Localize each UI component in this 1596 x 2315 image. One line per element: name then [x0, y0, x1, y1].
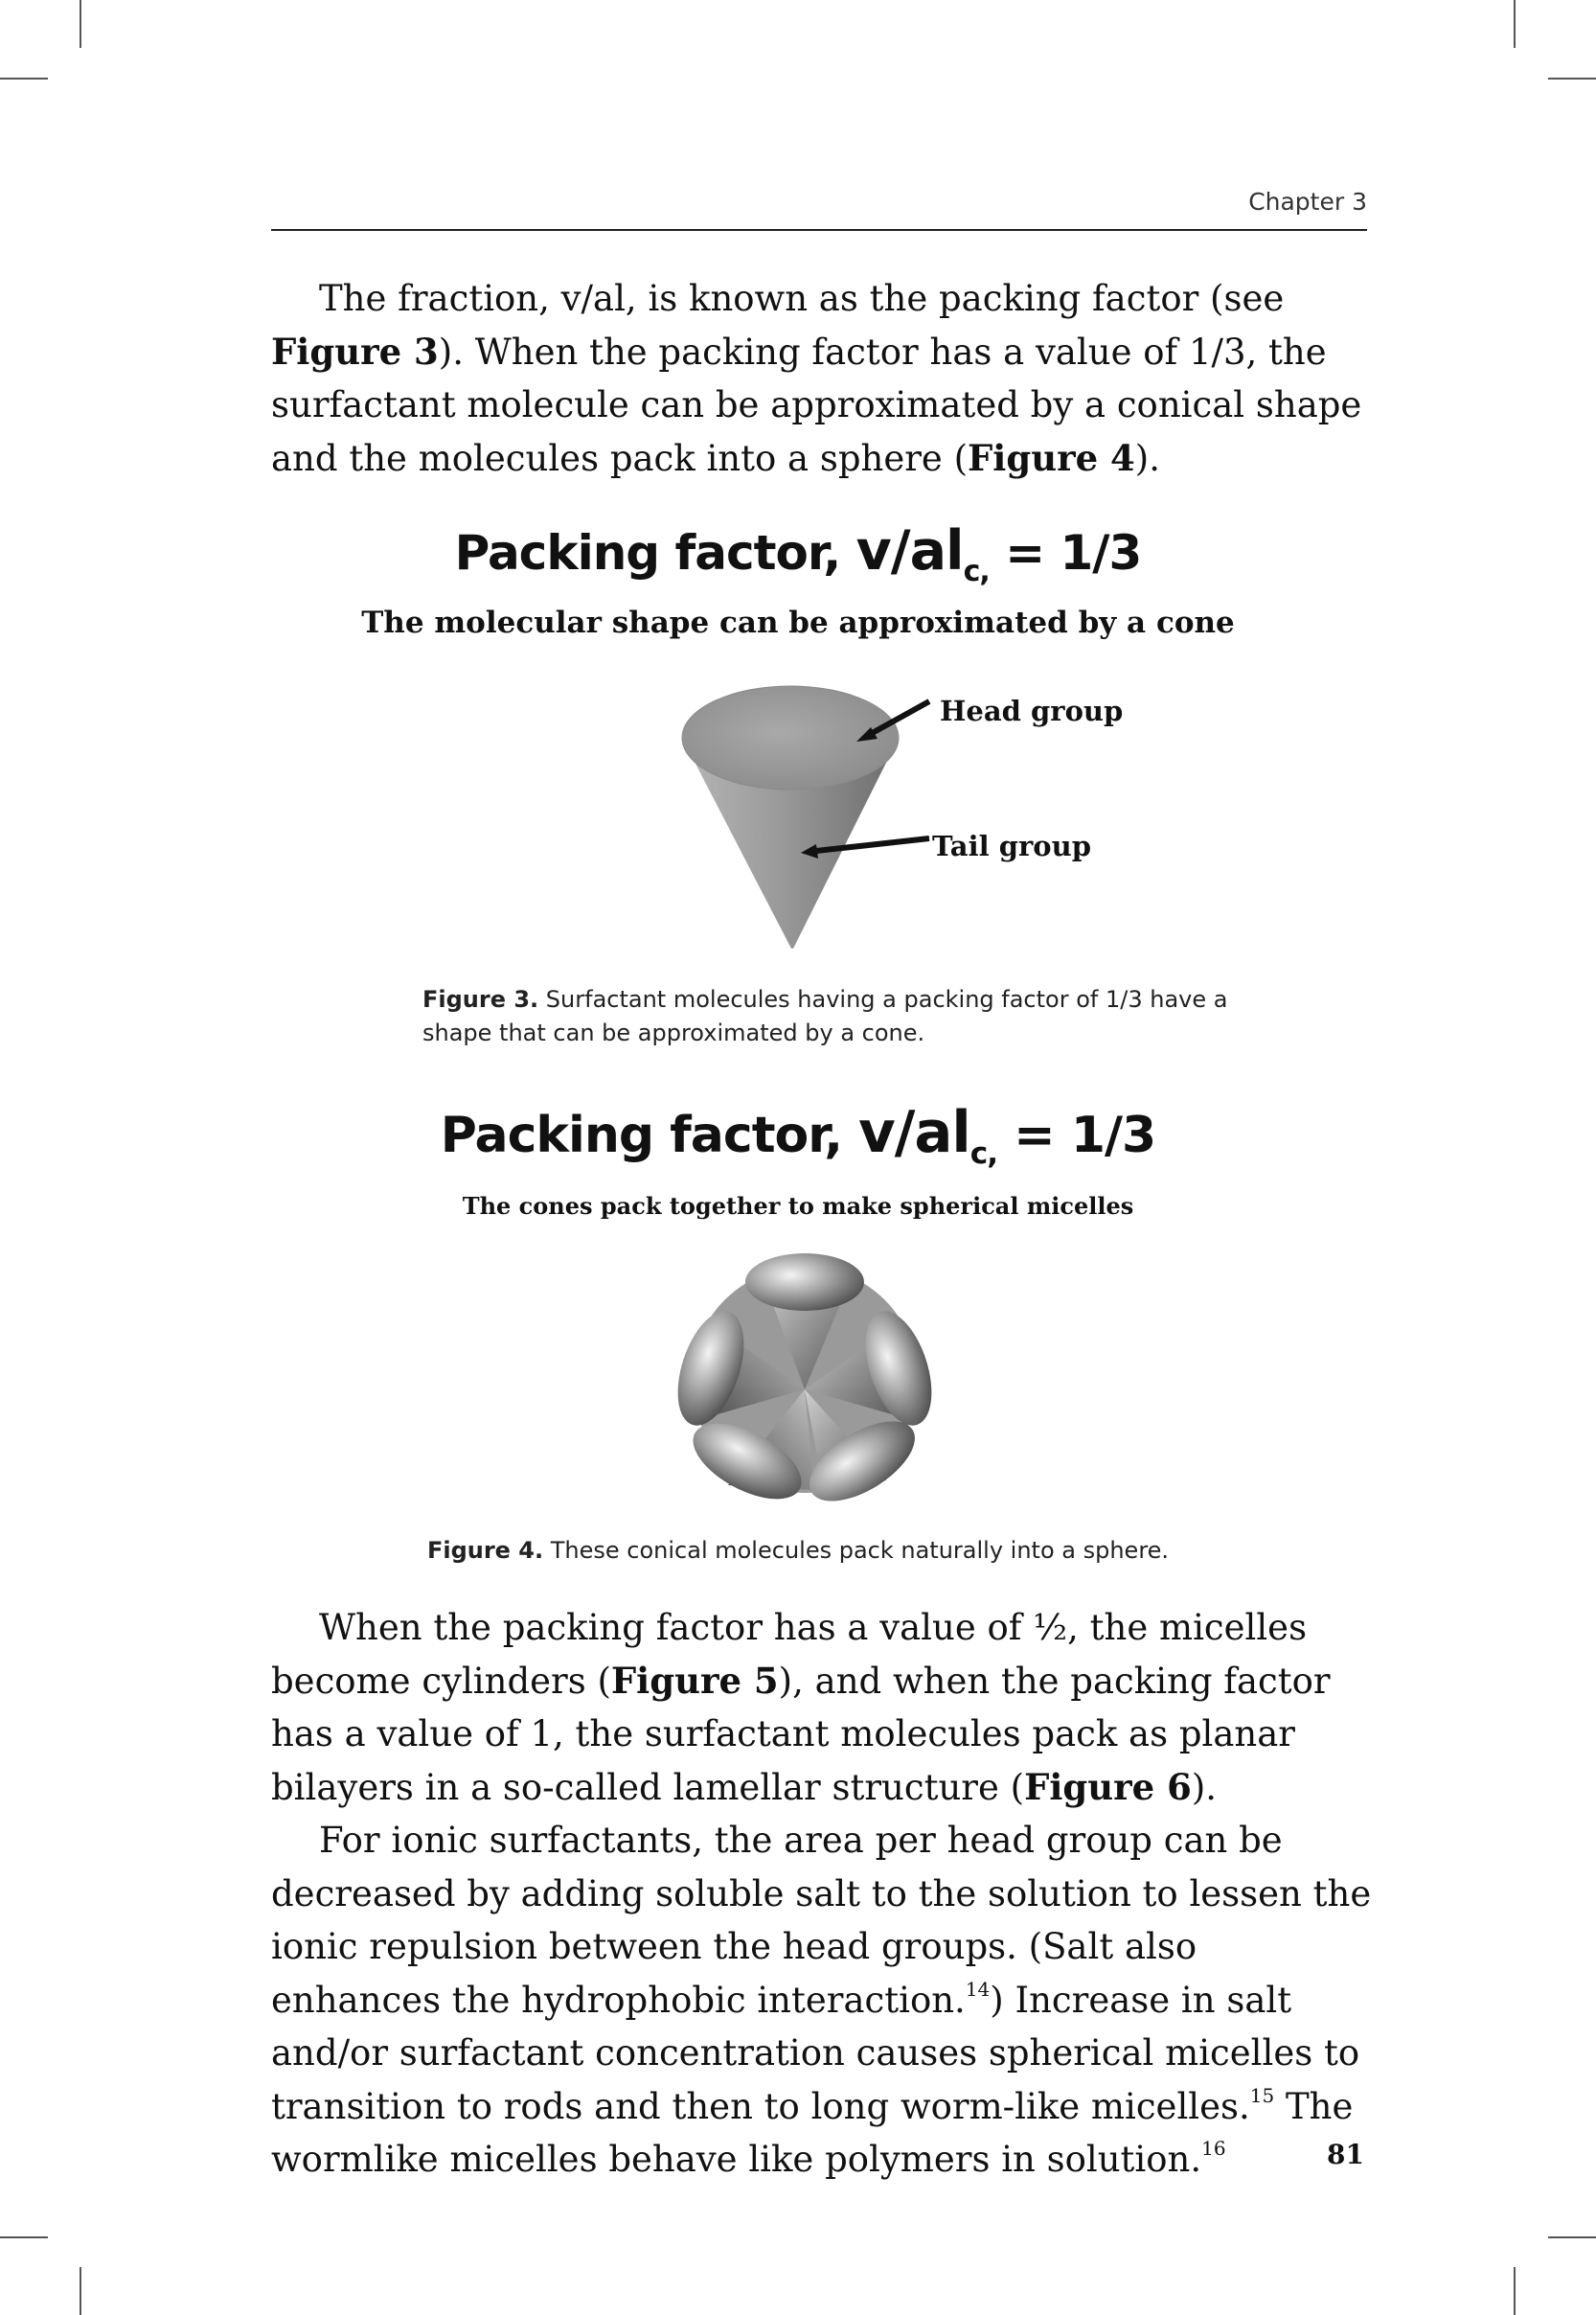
- crop-mark: [1514, 2267, 1516, 2315]
- title-value: = 1/3: [989, 525, 1142, 581]
- footnote-ref: 15: [1249, 2083, 1275, 2107]
- figure3-caption: [422, 983, 1237, 1050]
- micelle-sphere-illustration: [671, 1246, 939, 1514]
- caption-text: These conical molecules pack naturally into a sphere.: [543, 1537, 1170, 1564]
- crop-mark: [1548, 2236, 1596, 2238]
- title-ratio: v/al: [855, 519, 964, 583]
- paragraph-text: ) Increase in salt and/or surfactant concentration causes spherical micelles to transition to rods and then to long worm-like micelles.: [271, 1979, 1360, 2127]
- crop-mark: [80, 2267, 81, 2315]
- text-block-bottom: [271, 1601, 1373, 2187]
- title-subscript: c,: [963, 555, 990, 588]
- title-text: Packing factor,: [454, 525, 856, 581]
- figure3-title: [0, 519, 1596, 588]
- figure4-caption: [0, 1534, 1596, 1568]
- paragraph-text: The wormlike micelles behave like polymers in solution.: [271, 2085, 1354, 2180]
- crop-mark: [0, 78, 48, 80]
- figure-reference: Figure 3: [271, 330, 439, 373]
- figure4-title: [0, 1099, 1596, 1171]
- paragraph-micelle-shapes: [271, 1601, 1373, 1814]
- paragraph-packing-factor: [271, 272, 1373, 485]
- cone-cap: [745, 1253, 864, 1311]
- caption-label: Figure 4.: [426, 1537, 544, 1564]
- tail-group-label: Tail group: [932, 830, 1091, 862]
- title-value: = 1/3: [997, 1107, 1156, 1164]
- figure3-subtitle: The molecular shape can be approximated by a cone: [361, 606, 1235, 640]
- crop-mark: [1514, 0, 1516, 48]
- paragraph-text: ), and when the packing factor has a value of 1, the surfactant molecules pack as planar bilayers in a so-called lamellar structure (: [271, 1660, 1331, 1808]
- header-rule: [271, 229, 1367, 231]
- paragraph-text: ).: [1191, 1766, 1218, 1808]
- text-block-top: [271, 272, 1373, 485]
- crop-mark: [0, 2236, 48, 2238]
- caption-text: Surfactant molecules having a packing factor of 1/3 have a shape that can be approximated by a cone.: [422, 986, 1228, 1046]
- running-head: Chapter 3: [1248, 188, 1367, 216]
- title-text: Packing factor,: [440, 1107, 859, 1164]
- paragraph-text: The fraction, v/al, is known as the packing factor (see: [319, 278, 1285, 319]
- footnote-ref: 14: [965, 1977, 991, 2001]
- paragraph-ionic-surfactants: [271, 1814, 1373, 2187]
- figure-reference: Figure 4: [968, 436, 1135, 479]
- figure-reference: Figure 5: [610, 1659, 779, 1702]
- paragraph-text: ). When the packing factor has a value of 1/3, the surfactant molecule can be approximated by a conical shape and the molecules pack into a sphere (: [271, 331, 1362, 479]
- caption-label: Figure 3.: [422, 986, 539, 1013]
- figure4-subtitle: The cones pack together to make spherical micelles: [462, 1192, 1134, 1220]
- page-number: 81: [1327, 2139, 1364, 2170]
- crop-mark: [80, 0, 81, 48]
- title-subscript: c,: [969, 1136, 998, 1171]
- paragraph-text: When the packing factor has a value of ½, the micelles become cylinders (: [271, 1607, 1308, 1702]
- figure-reference: Figure 6: [1024, 1765, 1192, 1808]
- head-group-label: Head group: [940, 695, 1124, 727]
- title-ratio: v/al: [858, 1099, 970, 1165]
- footnote-ref: 16: [1201, 2137, 1226, 2160]
- paragraph-text: ).: [1134, 437, 1160, 479]
- crop-mark: [1548, 78, 1596, 80]
- paragraph-text: For ionic surfactants, the area per head group can be decreased by adding soluble salt to the solution to lessen the ionic repulsion between the head groups. (Salt also enhances the hydrophobic interaction.: [271, 1820, 1372, 2021]
